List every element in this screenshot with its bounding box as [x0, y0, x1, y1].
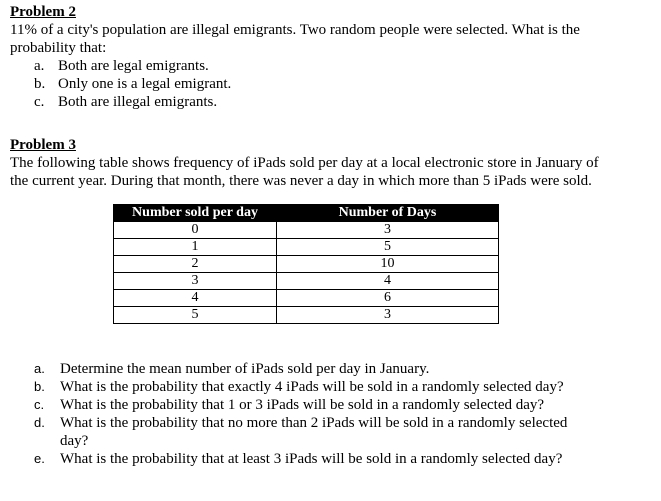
problem-3-item-d-continued [10, 432, 650, 450]
problem-3-text-line-2: the current year. During that month, there was never a day in which more than 5 iPads were sold. [10, 173, 592, 189]
cell-sold: 1 [114, 239, 277, 256]
cell-days: 4 [277, 273, 499, 290]
item-marker: c. [34, 94, 45, 110]
item-marker: d. [34, 415, 45, 430]
cell-days: 3 [277, 222, 499, 239]
problem-3 [10, 137, 650, 468]
item-text: Determine the mean number of iPads sold per day in January. [60, 361, 430, 377]
table-row [114, 222, 499, 239]
item-text: Only one is a legal emigrant. [58, 76, 232, 92]
header-number-of-days: Number of Days [277, 205, 499, 222]
table-row [114, 273, 499, 290]
item-text: Both are legal emigrants. [58, 58, 209, 74]
cell-days: 5 [277, 239, 499, 256]
problem-3-title: Problem 3 [10, 137, 76, 153]
cell-sold: 4 [114, 290, 277, 307]
frequency-table [113, 204, 499, 324]
item-marker: b. [34, 76, 46, 92]
problem-2-item-b [10, 75, 650, 93]
problem-2-item-a [10, 57, 650, 75]
cell-sold: 2 [114, 256, 277, 273]
problem-3-item-e [10, 450, 650, 468]
cell-sold: 0 [114, 222, 277, 239]
item-marker: c. [34, 397, 45, 412]
item-marker: a. [34, 58, 45, 74]
problem-2-text-line-1: 11% of a city's population are illegal emigrants. Two random people were selected. What is the [10, 22, 580, 38]
cell-sold: 5 [114, 307, 277, 324]
header-number-sold: Number sold per day [114, 205, 277, 222]
item-text: Both are illegal emigrants. [58, 94, 218, 110]
item-text: What is the probability that no more than 2 iPads will be sold in a randomly selected [60, 415, 568, 431]
problem-2-item-c [10, 93, 650, 111]
item-text: What is the probability that exactly 4 iPads will be sold in a randomly selected day? [60, 379, 564, 395]
problem-2-items [10, 57, 650, 111]
cell-days: 10 [277, 256, 499, 273]
problem-3-item-b [10, 378, 650, 396]
problem-2-title: Problem 2 [10, 4, 76, 20]
item-marker: a. [34, 361, 45, 376]
item-text: What is the probability that at least 3 iPads will be sold in a randomly selected day? [60, 451, 563, 467]
document [10, 4, 650, 468]
problem-3-item-a [10, 360, 650, 378]
problem-2-text-line-2: probability that: [10, 40, 107, 56]
item-marker: b. [34, 379, 45, 394]
cell-days: 3 [277, 307, 499, 324]
item-text: What is the probability that 1 or 3 iPads will be sold in a randomly selected day? [60, 397, 545, 413]
problem-3-items [10, 360, 650, 468]
table-header-row [114, 205, 499, 222]
cell-sold: 3 [114, 273, 277, 290]
problem-3-text-line-1: The following table shows frequency of iPads sold per day at a local electronic store in January of [10, 155, 599, 171]
table-row [114, 239, 499, 256]
table-row [114, 256, 499, 273]
problem-2 [10, 4, 650, 111]
table-row [114, 307, 499, 324]
item-text: day? [60, 433, 89, 449]
problem-3-item-c [10, 396, 650, 414]
cell-days: 6 [277, 290, 499, 307]
table-row [114, 290, 499, 307]
item-marker: e. [34, 451, 45, 466]
problem-3-item-d [10, 414, 650, 432]
